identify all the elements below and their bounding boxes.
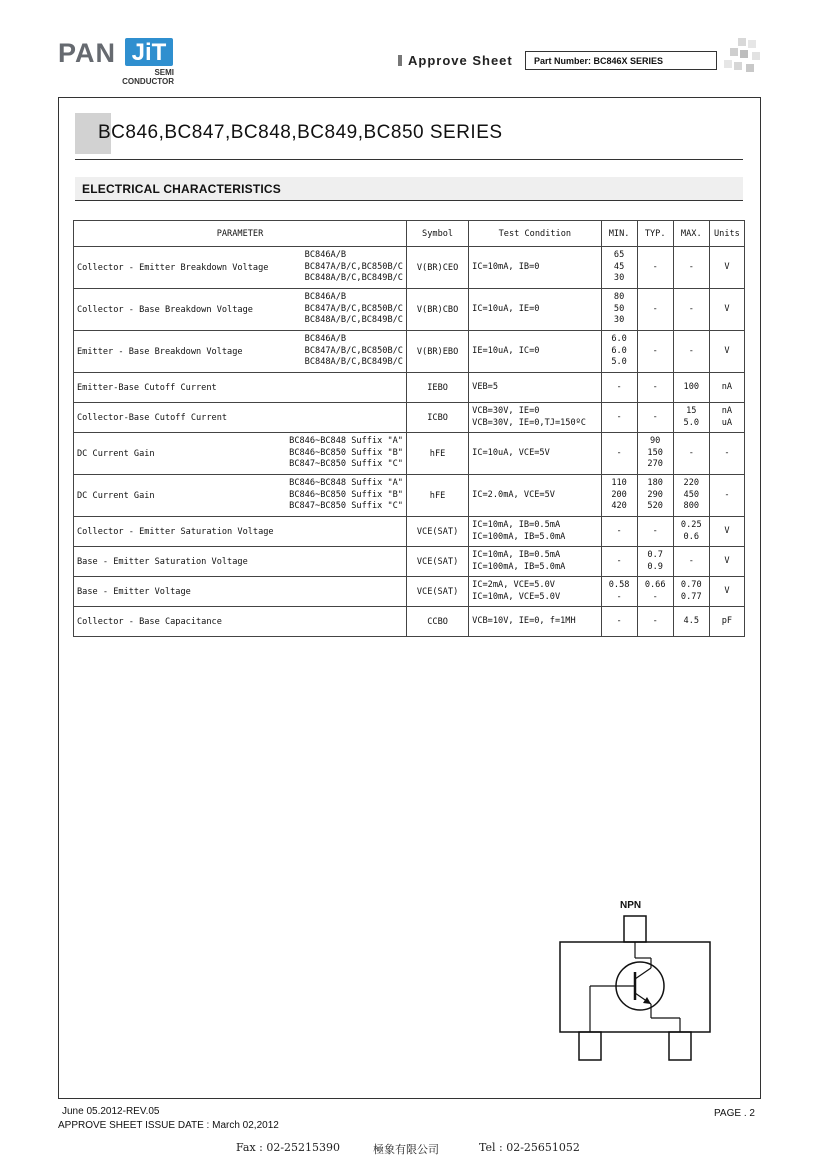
parameter-name: Base - Emitter Voltage [77,586,191,597]
parameter-name: Collector - Base Capacitance [77,616,222,627]
table-row [74,373,745,403]
max-cell [673,373,709,403]
typ-value: 0.7 0.9 [647,550,663,572]
units-cell [709,373,744,403]
part-number-box: Part Number: BC846X SERIES [525,51,717,70]
test-condition-cell [469,331,601,373]
test-condition-value: IC=10uA, IE=0 [472,303,540,314]
logo-sub-line-2: CONDUCTOR [122,77,174,86]
parameter-wrap [77,250,403,285]
units-value: V [724,555,730,566]
min-value: - [616,555,622,566]
parameter-wrap [77,383,403,393]
symbol-value: ICBO [427,412,448,423]
max-value: 220 450 800 [683,478,700,512]
parameter-name: DC Current Gain [77,490,155,501]
typ-value: - [652,303,658,314]
units-cell [709,577,744,607]
parameter-name: Emitter-Base Cutoff Current [77,382,217,393]
parameter-wrap [77,617,403,627]
min-value: 65 45 30 [613,250,625,284]
test-condition-value: VCB=30V, IE=0 VCB=30V, IE=0,TJ=150ºC [472,406,586,428]
units-value: nA [721,381,733,392]
parameter-cell [74,547,407,577]
parameter-cell [74,247,407,289]
max-value: 4.5 [683,615,700,626]
test-condition-value: IC=10mA, IB=0.5mA IC=100mA, IB=5.0mA [472,550,566,572]
table-row [74,247,745,289]
parameter-variants: BC846A/B BC847A/B/C,BC850B/C BC848A/B/C,BC849B/C [304,250,403,284]
typ-cell [637,403,673,433]
max-value: 0.70 0.77 [680,580,702,602]
table-header-row [74,221,745,247]
min-cell [601,331,637,373]
parameter-cell [74,517,407,547]
max-cell [673,247,709,289]
min-value: 0.58 - [608,580,630,602]
typ-cell [637,247,673,289]
footer-revision: June 05.2012-REV.05 [62,1106,160,1117]
parameter-wrap [77,436,403,471]
test-condition-value: IC=10mA, IB=0 [472,261,540,272]
header-max: MAX. [673,221,709,247]
typ-cell [637,331,673,373]
symbol-value: V(BR)CEO [416,262,459,273]
units-value: nA uA [721,406,733,428]
title-divider [75,159,743,160]
table-row [74,547,745,577]
table-row [74,289,745,331]
max-cell [673,289,709,331]
min-cell [601,577,637,607]
header-min: MIN. [601,221,637,247]
max-value: - [688,303,694,314]
test-condition-cell [469,403,601,433]
typ-value: 180 290 520 [647,478,663,512]
symbol-value: V(BR)EBO [416,346,459,357]
test-condition-cell [469,577,601,607]
table-row [74,433,745,475]
parameter-wrap [77,557,403,567]
test-condition-value: IC=10mA, IB=0.5mA IC=100mA, IB=5.0mA [472,520,566,542]
min-value: - [616,525,622,536]
table-row [74,403,745,433]
parameter-cell [74,433,407,475]
max-value: - [688,261,694,272]
max-value: 0.25 0.6 [680,520,702,542]
parameter-wrap [77,334,403,369]
parameter-variants: BC846A/B BC847A/B/C,BC850B/C BC848A/B/C,BC849B/C [304,334,403,368]
units-cell [709,547,744,577]
max-cell [673,607,709,637]
header-typ: TYP. [637,221,673,247]
electrical-characteristics-table [73,220,745,637]
test-condition-value: IC=10uA, VCE=5V [472,447,550,458]
table-body [74,247,745,637]
parameter-variants: BC846~BC848 Suffix "A" BC846~BC850 Suffix "B" BC847~BC850 Suffix "C" [289,436,403,470]
test-condition-cell [469,475,601,517]
symbol-cell [406,403,468,433]
typ-cell [637,517,673,547]
footer-page-number: PAGE . 2 [714,1108,755,1119]
symbol-cell [406,577,468,607]
test-condition-cell [469,247,601,289]
units-value: pF [721,615,733,626]
max-value: - [688,345,694,356]
symbol-cell [406,547,468,577]
typ-value: - [652,261,658,272]
section-title: ELECTRICAL CHARACTERISTICS [82,182,281,196]
units-cell [709,607,744,637]
max-value: - [688,447,694,458]
units-value: V [724,345,730,356]
units-value: V [724,261,730,272]
max-cell [673,577,709,607]
typ-cell [637,547,673,577]
symbol-cell [406,517,468,547]
min-cell [601,289,637,331]
parameter-cell [74,289,407,331]
symbol-cell [406,247,468,289]
typ-cell [637,475,673,517]
max-cell [673,475,709,517]
header-symbol: Symbol [406,221,468,247]
typ-value: 0.66 - [644,580,666,602]
parameter-name: Collector - Base Breakdown Voltage [77,304,253,315]
typ-value: 90 150 270 [647,436,663,470]
parameter-variants: BC846~BC848 Suffix "A" BC846~BC850 Suffix "B" BC847~BC850 Suffix "C" [289,478,403,512]
typ-cell [637,373,673,403]
test-condition-cell [469,517,601,547]
typ-cell [637,607,673,637]
typ-value: - [652,411,658,422]
parameter-wrap [77,478,403,513]
units-value: V [724,525,730,536]
min-value: 6.0 6.0 5.0 [611,334,627,368]
test-condition-value: IC=2.0mA, VCE=5V [472,489,555,500]
parameter-name: Base - Emitter Saturation Voltage [77,556,248,567]
header-test-condition: Test Condition [469,221,601,247]
approve-sheet-label: Approve Sheet [408,53,513,68]
parameter-wrap [77,292,403,327]
parameter-wrap [77,587,403,597]
logo-subtitle [112,68,174,86]
parameter-wrap [77,413,403,423]
typ-value: - [652,381,658,392]
test-condition-cell [469,433,601,475]
typ-value: - [652,615,658,626]
test-condition-value: IC=2mA, VCE=5.0V IC=10mA, VCE=5.0V [472,580,561,602]
footer-tel: Tel : 02-25651052 [479,1141,580,1154]
logo-jit-badge: JiT [125,38,173,66]
symbol-value: V(BR)CBO [416,304,459,315]
min-cell [601,547,637,577]
test-condition-value: IE=10uA, IC=0 [472,345,540,356]
npn-label: NPN [620,900,642,911]
symbol-value: hFE [429,448,446,459]
test-condition-cell [469,607,601,637]
max-cell [673,331,709,373]
parameter-cell [74,331,407,373]
table-row [74,577,745,607]
units-cell [709,331,744,373]
parameter-wrap [77,527,403,537]
max-cell [673,403,709,433]
parameter-name: DC Current Gain [77,448,155,459]
test-condition-cell [469,289,601,331]
parameter-name: Collector - Emitter Breakdown Voltage [77,262,269,273]
typ-cell [637,433,673,475]
footer-fax: Fax : 02-25215390 [236,1141,341,1154]
min-cell [601,475,637,517]
typ-cell [637,289,673,331]
npn-transistor-diagram [555,914,715,1064]
units-cell [709,403,744,433]
max-value: - [688,555,694,566]
units-cell [709,247,744,289]
parameter-cell [74,403,407,433]
parameter-name: Emitter - Base Breakdown Voltage [77,346,243,357]
min-value: 80 50 30 [613,292,625,326]
symbol-value: VCE(SAT) [416,526,459,537]
parameter-name: Collector - Emitter Saturation Voltage [77,526,274,537]
min-value: - [616,411,622,422]
min-cell [601,517,637,547]
typ-cell [637,577,673,607]
max-value: 100 [683,381,700,392]
units-cell [709,475,744,517]
max-cell [673,433,709,475]
table-row [74,607,745,637]
table-row [74,475,745,517]
max-cell [673,517,709,547]
units-cell [709,517,744,547]
approve-marker [398,55,402,66]
symbol-value: CCBO [427,616,448,627]
symbol-value: hFE [429,490,446,501]
parameter-name: Collector-Base Cutoff Current [77,412,228,423]
test-condition-value: VEB=5 [472,381,499,392]
min-value: - [616,381,622,392]
min-cell [601,433,637,475]
max-value: 15 5.0 [683,406,700,428]
table-row [74,331,745,373]
header-units: Units [709,221,744,247]
symbol-cell [406,289,468,331]
footer-issue-date: APPROVE SHEET ISSUE DATE : March 02,2012 [58,1120,279,1131]
parameter-cell [74,577,407,607]
symbol-cell [406,373,468,403]
parameter-cell [74,373,407,403]
header-parameter: PARAMETER [74,221,407,247]
units-value: - [724,489,730,500]
units-value: V [724,585,730,596]
min-cell [601,247,637,289]
table-row [74,517,745,547]
min-cell [601,607,637,637]
typ-value: - [652,345,658,356]
min-value: 110 200 420 [611,478,627,512]
symbol-value: VCE(SAT) [416,586,459,597]
units-value: V [724,303,730,314]
units-value: - [724,447,730,458]
min-value: - [616,447,622,458]
min-value: - [616,615,622,626]
parameter-variants: BC846A/B BC847A/B/C,BC850B/C BC848A/B/C,BC849B/C [304,292,403,326]
symbol-cell [406,433,468,475]
symbol-value: VCE(SAT) [416,556,459,567]
units-cell [709,433,744,475]
symbol-cell [406,475,468,517]
symbol-cell [406,607,468,637]
test-condition-value: VCB=10V, IE=0, f=1MH [472,615,576,626]
decorative-squares-icon [724,38,764,78]
test-condition-cell [469,373,601,403]
symbol-value: IEBO [427,382,448,393]
parameter-cell [74,607,407,637]
min-cell [601,373,637,403]
logo-sub-line-1: SEMI [154,68,174,77]
page-title: BC846,BC847,BC848,BC849,BC850 SERIES [98,122,503,143]
min-cell [601,403,637,433]
typ-value: - [652,525,658,536]
footer-company-name: 極象有限公司 [373,1143,439,1156]
logo-pan-text: PAN [58,38,117,68]
units-cell [709,289,744,331]
symbol-cell [406,331,468,373]
parameter-cell [74,475,407,517]
max-cell [673,547,709,577]
test-condition-cell [469,547,601,577]
